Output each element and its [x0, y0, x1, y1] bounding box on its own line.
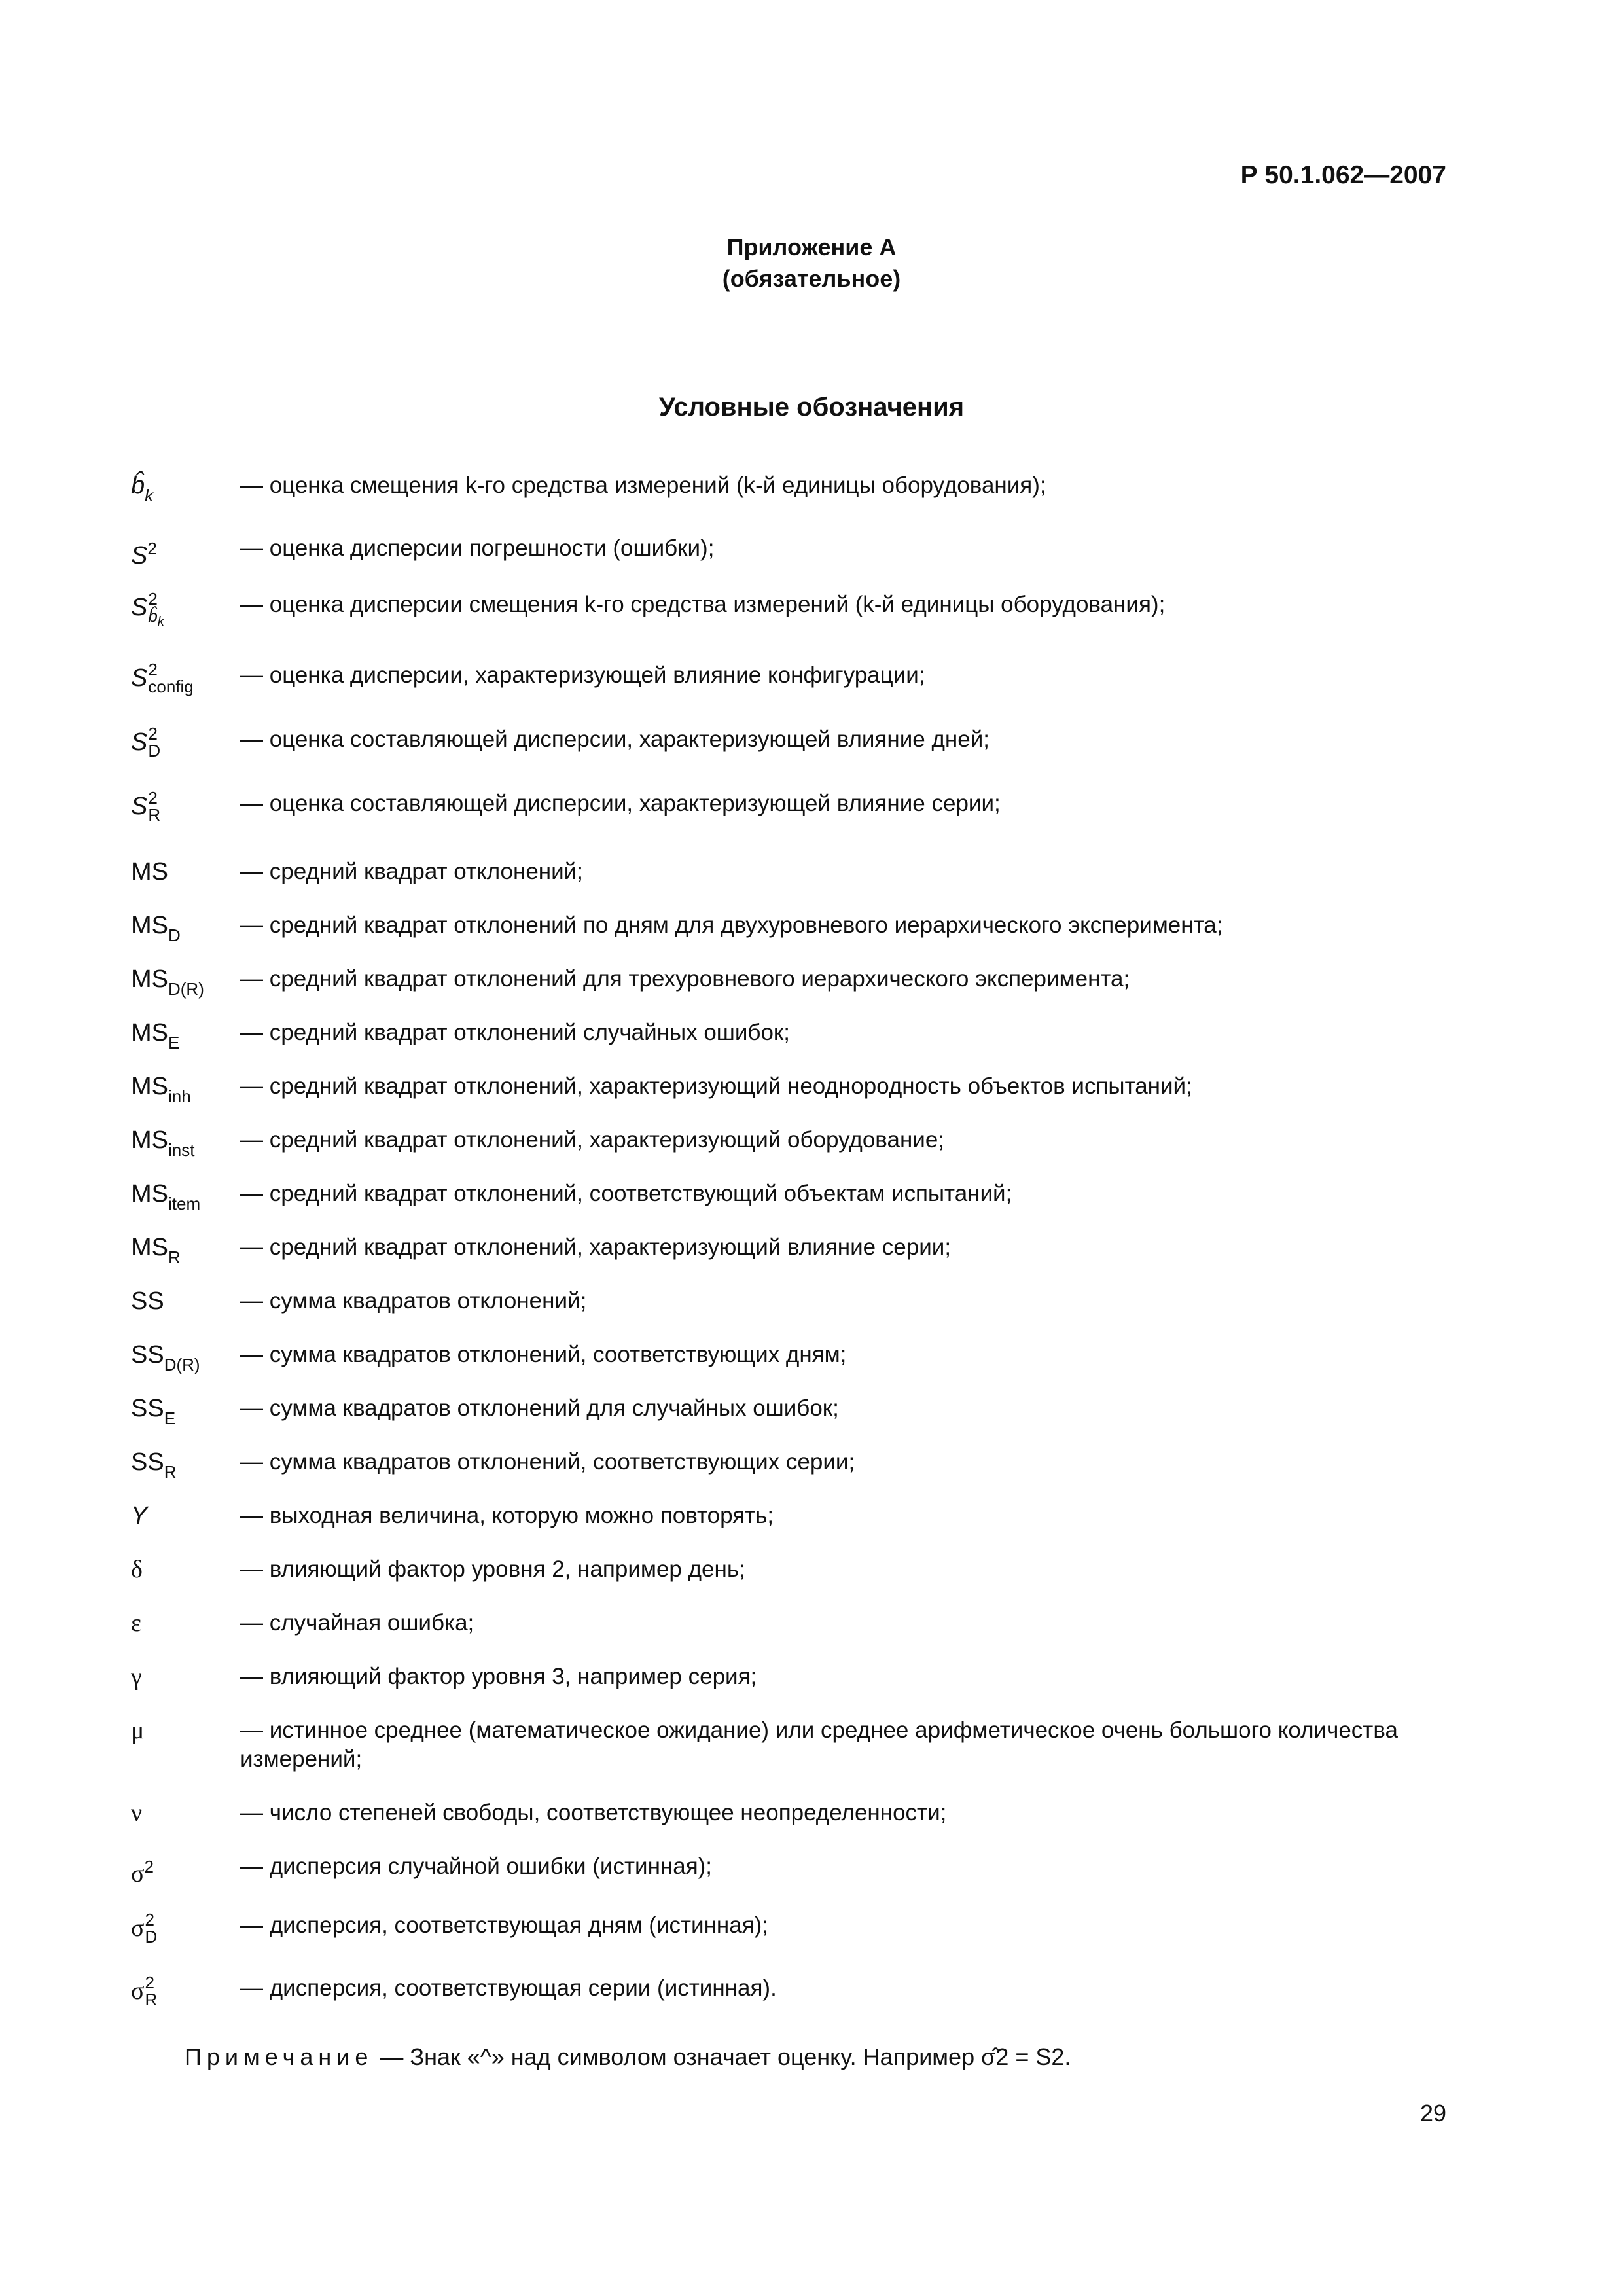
symbol: $MS_{D(R)}$: [131, 965, 204, 999]
symbol-row: [131, 1340, 1446, 1379]
symbol-row: [131, 1072, 1446, 1111]
symbol-row: [131, 1555, 1446, 1584]
definition: — дисперсия, соответствующая серии (истинная).: [240, 1975, 777, 2001]
note-text: — Знак «^» над символом означает оценку. Например σ̂2 = S2.: [380, 2043, 1071, 2070]
symbol-row: [131, 661, 1446, 695]
symbol: $MS_{inh}$: [131, 1073, 191, 1106]
symbol-row: [131, 1716, 1446, 1774]
note: [185, 2043, 1071, 2071]
document-code: Р 50.1.062—2007: [1240, 161, 1446, 189]
symbol-row: [131, 911, 1446, 950]
symbol-row: [131, 789, 1446, 823]
symbol: Y: [131, 1502, 148, 1530]
symbol: δ: [131, 1556, 143, 1583]
definition: — дисперсия случайной ошибки (истинная);: [240, 1854, 713, 1879]
symbol-row: [131, 1852, 1446, 1888]
symbol: $MS_E$: [131, 1019, 180, 1052]
symbol: $SS_{D(R)}$: [131, 1341, 200, 1374]
symbol: $SS_E$: [131, 1395, 176, 1428]
symbol: $MS_D$: [131, 912, 181, 945]
definition: — средний квадрат отклонений, характеризующий оборудование;: [240, 1127, 945, 1153]
annex-title: Приложение А: [726, 234, 897, 260]
symbol: S 2 D: [131, 724, 161, 761]
definition: — выходная величина, которую можно повторять;: [240, 1503, 774, 1528]
symbol-row: [131, 1126, 1446, 1164]
symbol-row: [131, 1179, 1446, 1218]
definition: — оценка дисперсии, характеризующей влияние конфигурации;: [240, 662, 925, 688]
symbol-row: [131, 1501, 1446, 1530]
symbol: $\sigma^2$: [131, 1857, 154, 1888]
symbol-row: [131, 1609, 1446, 1638]
note-label: Примечание: [185, 2043, 374, 2070]
symbol: ν: [131, 1799, 143, 1827]
definition: — средний квадрат отклонений по дням для двухуровневого иерархического эксперимента;: [240, 912, 1223, 938]
definition: — оценка дисперсии смещения k-го средства измерений (k-й единицы оборудования);: [240, 592, 1166, 617]
symbol-row: [131, 1662, 1446, 1691]
definition: — средний квадрат отклонений случайных ошибок;: [240, 1020, 790, 1045]
definition: — сумма квадратов отклонений для случайных ошибок;: [240, 1395, 839, 1421]
definition: — средний квадрат отклонений;: [240, 859, 583, 884]
definition: — оценка составляющей дисперсии, характеризующей влияние дней;: [240, 726, 990, 752]
symbol: MS: [131, 858, 168, 886]
symbol-row: [131, 590, 1446, 630]
symbol-row: [131, 1974, 1446, 2008]
symbol: $MS_{item}$: [131, 1180, 201, 1213]
annex-status: (обязательное): [722, 265, 901, 292]
symbol-row: [131, 1287, 1446, 1316]
symbol-row: [131, 1799, 1446, 1827]
symbol: S 2 R: [131, 788, 161, 825]
symbol: μ: [131, 1717, 145, 1744]
section-title: Условные обозначения: [658, 393, 965, 422]
symbol: S 2 $b̂_k$: [131, 589, 164, 629]
definition: — сумма квадратов отклонений, соответствующих серии;: [240, 1449, 855, 1475]
symbol-row: [131, 1448, 1446, 1486]
definition: — влияющий фактор уровня 2, например день;: [240, 1556, 745, 1582]
symbol: ε: [131, 1609, 141, 1637]
symbol-row: [131, 1394, 1446, 1433]
definition: — средний квадрат отклонений для трехуровневого иерархического эксперимента;: [240, 966, 1130, 992]
symbol: $MS_{inst}$: [131, 1126, 195, 1160]
symbol-row: [131, 1233, 1446, 1272]
definition: — сумма квадратов отклонений, соответствующих дням;: [240, 1342, 847, 1367]
symbol-row: [131, 471, 1446, 510]
symbol: $S^2$: [131, 539, 157, 569]
definition: — средний квадрат отклонений, характеризующий влияние серии;: [240, 1234, 952, 1260]
symbol: SS: [131, 1287, 164, 1315]
symbol-row: [131, 725, 1446, 759]
symbol-row: [131, 857, 1446, 886]
definition: — средний квадрат отклонений, характеризующий неоднородность объектов испытаний;: [240, 1073, 1192, 1099]
symbol: S 2 config: [131, 660, 194, 696]
symbol: $SS_R$: [131, 1448, 177, 1482]
symbol-row: [131, 1911, 1446, 1945]
symbol: σ 2 R: [131, 1973, 158, 2009]
symbol-row: [131, 534, 1446, 570]
symbol: σ 2 D: [131, 1910, 158, 1946]
definition: — влияющий фактор уровня 3, например серия;: [240, 1664, 757, 1689]
definition: — оценка смещения k-го средства измерений (k-й единицы оборудования);: [240, 473, 1046, 498]
definition: — дисперсия, соответствующая дням (истинная);: [240, 1912, 769, 1938]
definition: — сумма квадратов отклонений;: [240, 1288, 587, 1314]
definition: — оценка дисперсии погрешности (ошибки);: [240, 535, 715, 561]
definition: — оценка составляющей дисперсии, характеризующей влияние серии;: [240, 791, 1001, 816]
symbol: $MS_R$: [131, 1234, 181, 1267]
annex-heading: [98, 232, 1623, 295]
symbol-row: [131, 965, 1446, 1003]
definition: — число степеней свободы, соответствующее неопределенности;: [240, 1800, 947, 1825]
symbol: $b̂_k$: [131, 472, 154, 505]
symbol: γ: [131, 1663, 142, 1691]
definition: — случайная ошибка;: [240, 1610, 474, 1636]
symbol-row: [131, 1018, 1446, 1057]
page-number: 29: [1419, 2100, 1446, 2126]
definition: — средний квадрат отклонений, соответствующий объектам испытаний;: [240, 1181, 1012, 1206]
definition: — истинное среднее (математическое ожидание) или среднее арифметическое очень большого количества измерений;: [240, 1717, 1398, 1772]
